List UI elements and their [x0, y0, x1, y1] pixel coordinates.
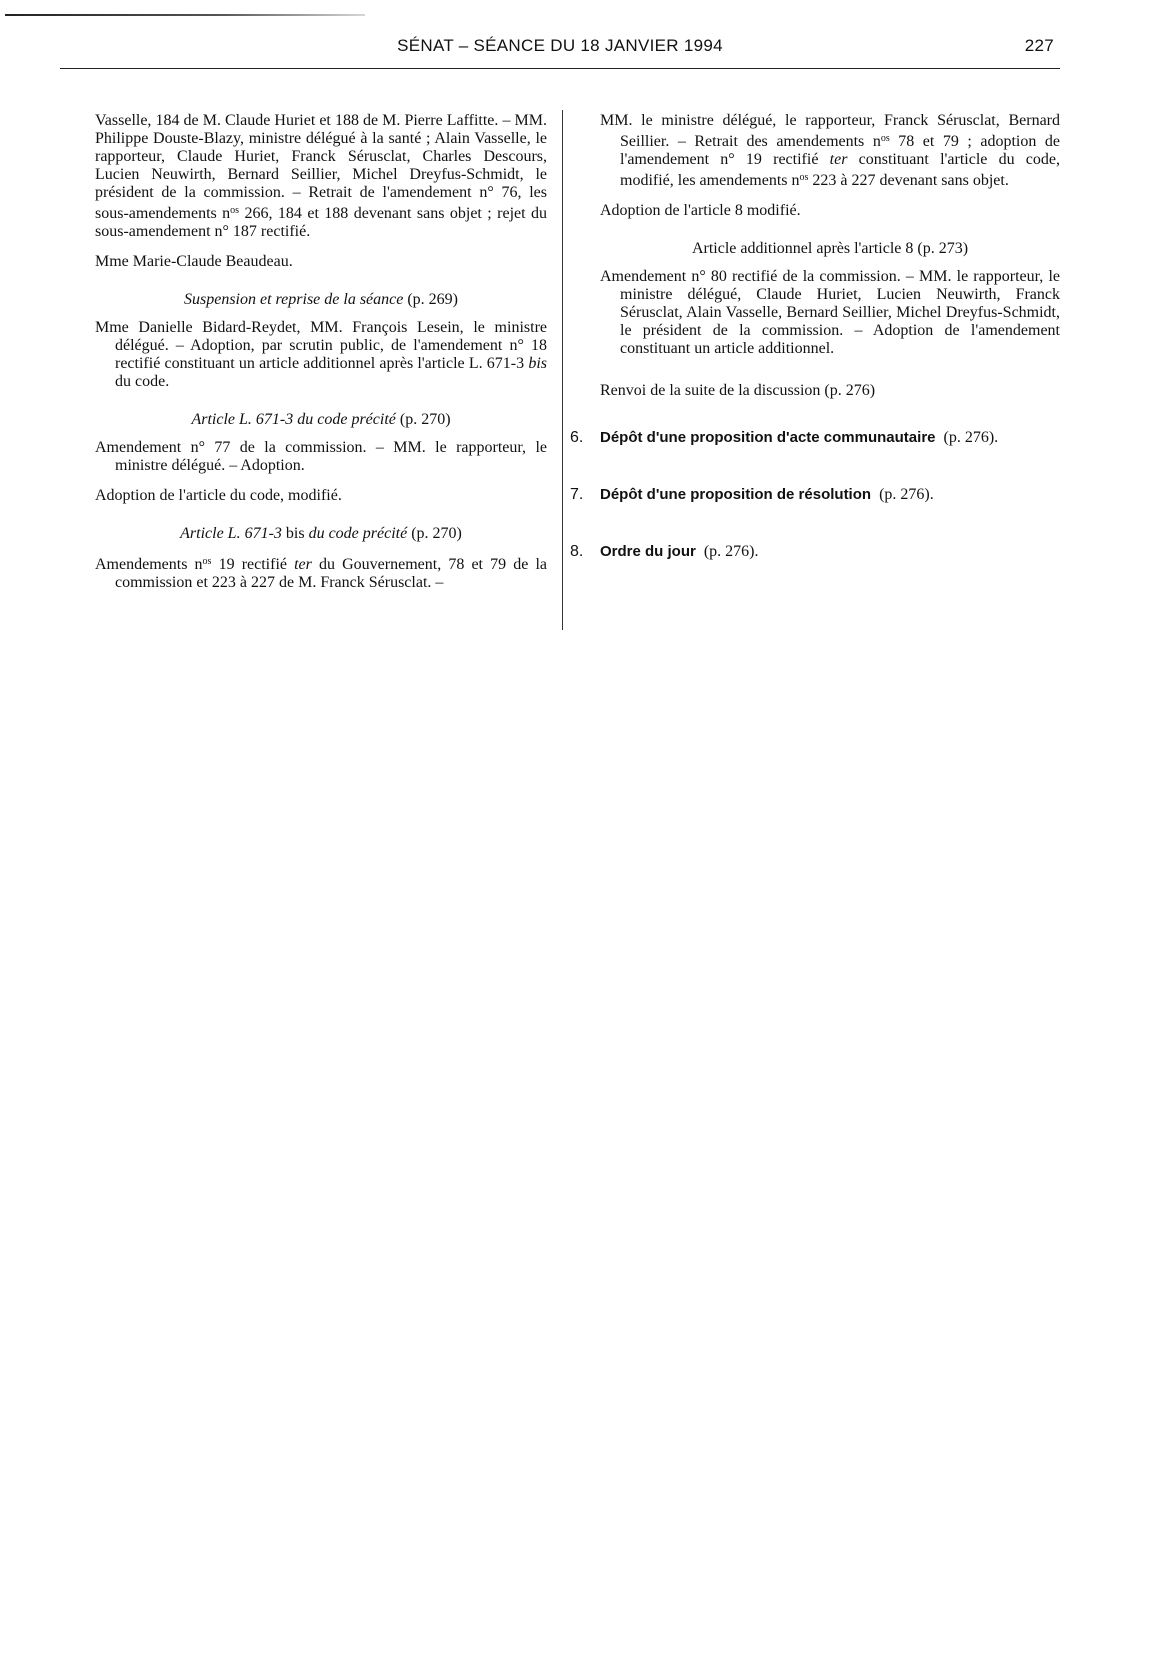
subheading-text: Article L. 671-3 — [180, 525, 282, 542]
left-paragraph-6-text-b: 19 rectifié — [211, 556, 295, 573]
superscript: os — [230, 205, 240, 216]
superscript: os — [202, 556, 212, 567]
left-paragraph-2: Mme Marie-Claude Beaudeau. — [95, 253, 293, 270]
section-number: 7. — [570, 486, 584, 503]
subheading-page-ref: (p. 270) — [407, 525, 462, 542]
section-number: 6. — [570, 429, 584, 446]
left-paragraph-4: Amendement n° 77 de la commission. – MM. le rapporteur, le ministre délégué. – Adoption. — [95, 439, 547, 474]
section-8 — [570, 542, 1060, 562]
left-paragraph-3-italic: bis — [528, 355, 547, 372]
section-page-ref: (p. 276). — [879, 486, 934, 503]
header-rule — [60, 68, 1060, 69]
left-paragraph-3-tail: du code. — [115, 373, 170, 390]
left-paragraph-6-text: Amendements n — [95, 556, 203, 573]
right-paragraph-4: Renvoi de la suite de la discussion (p. 276) — [600, 382, 876, 399]
right-paragraph-2: Adoption de l'article 8 modifié. — [600, 202, 801, 219]
right-paragraph-1-text-c: constituant l'article du code, modifié, les amendements n — [620, 151, 1060, 189]
right-paragraph-1-tail: 223 à 227 devenant sans objet. — [808, 172, 1009, 189]
left-paragraph-6-italic: ter — [294, 556, 312, 573]
right-paragraph-1-text: MM. le ministre délégué, le rapporteur, Franck Sérusclat, Bernard Seillier. – Retrait des amendements n — [600, 112, 1060, 150]
subheading-text-b: du code précité — [308, 525, 408, 542]
superscript: os — [799, 172, 809, 183]
superscript: os — [880, 133, 890, 144]
section-7 — [570, 485, 1060, 505]
right-paragraph-3: Amendement n° 80 rectifié de la commission. – MM. le rapporteur, le ministre délégué, Claude Huriet, Lucien Neuwirth, Franck Sérusclat, Alain Vasselle, Bernard Seillier, Michel Dreyfus-Schmidt, le président de la commission. – Adoption de l'amendement constituant un article additionnel. — [600, 268, 1060, 357]
page-title: SÉNAT – SÉANCE DU 18 JANVIER 1994 — [397, 36, 723, 55]
scan-artifact-line — [5, 14, 365, 16]
left-paragraph-6 — [95, 553, 547, 592]
running-head — [60, 34, 1060, 64]
right-paragraph-1-text-b: 78 et 79 ; adoption de l'amendement n° 19 rectifié — [620, 133, 1060, 168]
subheading-article-l671-3 — [95, 411, 547, 429]
section-page-ref: (p. 276). — [943, 429, 999, 446]
subheading-article-additionnel: Article additionnel après l'article 8 (p. 273) — [691, 240, 969, 257]
left-paragraph-1 — [95, 112, 547, 241]
section-6 — [570, 428, 1060, 448]
subheading-article-l671-3-bis — [95, 525, 547, 543]
right-paragraph-1-italic: ter — [829, 151, 848, 168]
subheading-text: Suspension et reprise de la séance — [183, 291, 404, 308]
page-number: 227 — [1024, 36, 1054, 55]
left-paragraph-3-text: Mme Danielle Bidard-Reydet, MM. François Lesein, le ministre délégué. – Adoption, par scrutin public, de l'amendement n° 18 rectifié constituant un article additionnel après l'article L. 671-3 — [95, 319, 547, 372]
left-column — [95, 112, 547, 604]
left-paragraph-1-tail: 266, 184 et 188 devenant sans objet ; rejet du sous-amendement n° 187 rectifié. — [95, 205, 547, 240]
subheading-suspension — [95, 291, 547, 309]
subheading-text: Article L. 671-3 du code précité — [191, 411, 396, 428]
left-paragraph-5: Adoption de l'article du code, modifié. — [95, 487, 342, 504]
section-heading: Ordre du jour — [600, 543, 696, 560]
left-paragraph-6-tail: du Gouvernement, 78 et 79 de la commission et 223 à 227 de M. Franck Sérusclat. – — [115, 556, 547, 591]
right-column — [570, 112, 1060, 599]
section-number: 8. — [570, 543, 584, 560]
right-paragraph-1 — [600, 112, 1060, 190]
subheading-page-ref: (p. 269) — [403, 291, 458, 308]
subheading-bis: bis — [281, 525, 309, 542]
section-page-ref: (p. 276). — [703, 543, 759, 560]
subheading-page-ref: (p. 270) — [395, 411, 451, 428]
section-heading: Dépôt d'une proposition de résolution — [600, 486, 872, 503]
left-paragraph-3 — [95, 319, 547, 391]
section-heading: Dépôt d'une proposition d'acte communautaire — [600, 429, 936, 446]
left-paragraph-1-text: Vasselle, 184 de M. Claude Huriet et 188 de M. Pierre Laffitte. – MM. Philippe Douste-Blazy, ministre délégué à la santé ; Alain Vasselle, le rapporteur, Claude Huriet, Franck Sérusclat, Charles Descours, Lucien Neuwirth, Bernard Seillier, Michel Dreyfus-Schmidt, le président de la commission. – Retrait de l'amendement n° 76, les sous-amendements n — [95, 112, 547, 222]
column-divider — [562, 110, 563, 630]
